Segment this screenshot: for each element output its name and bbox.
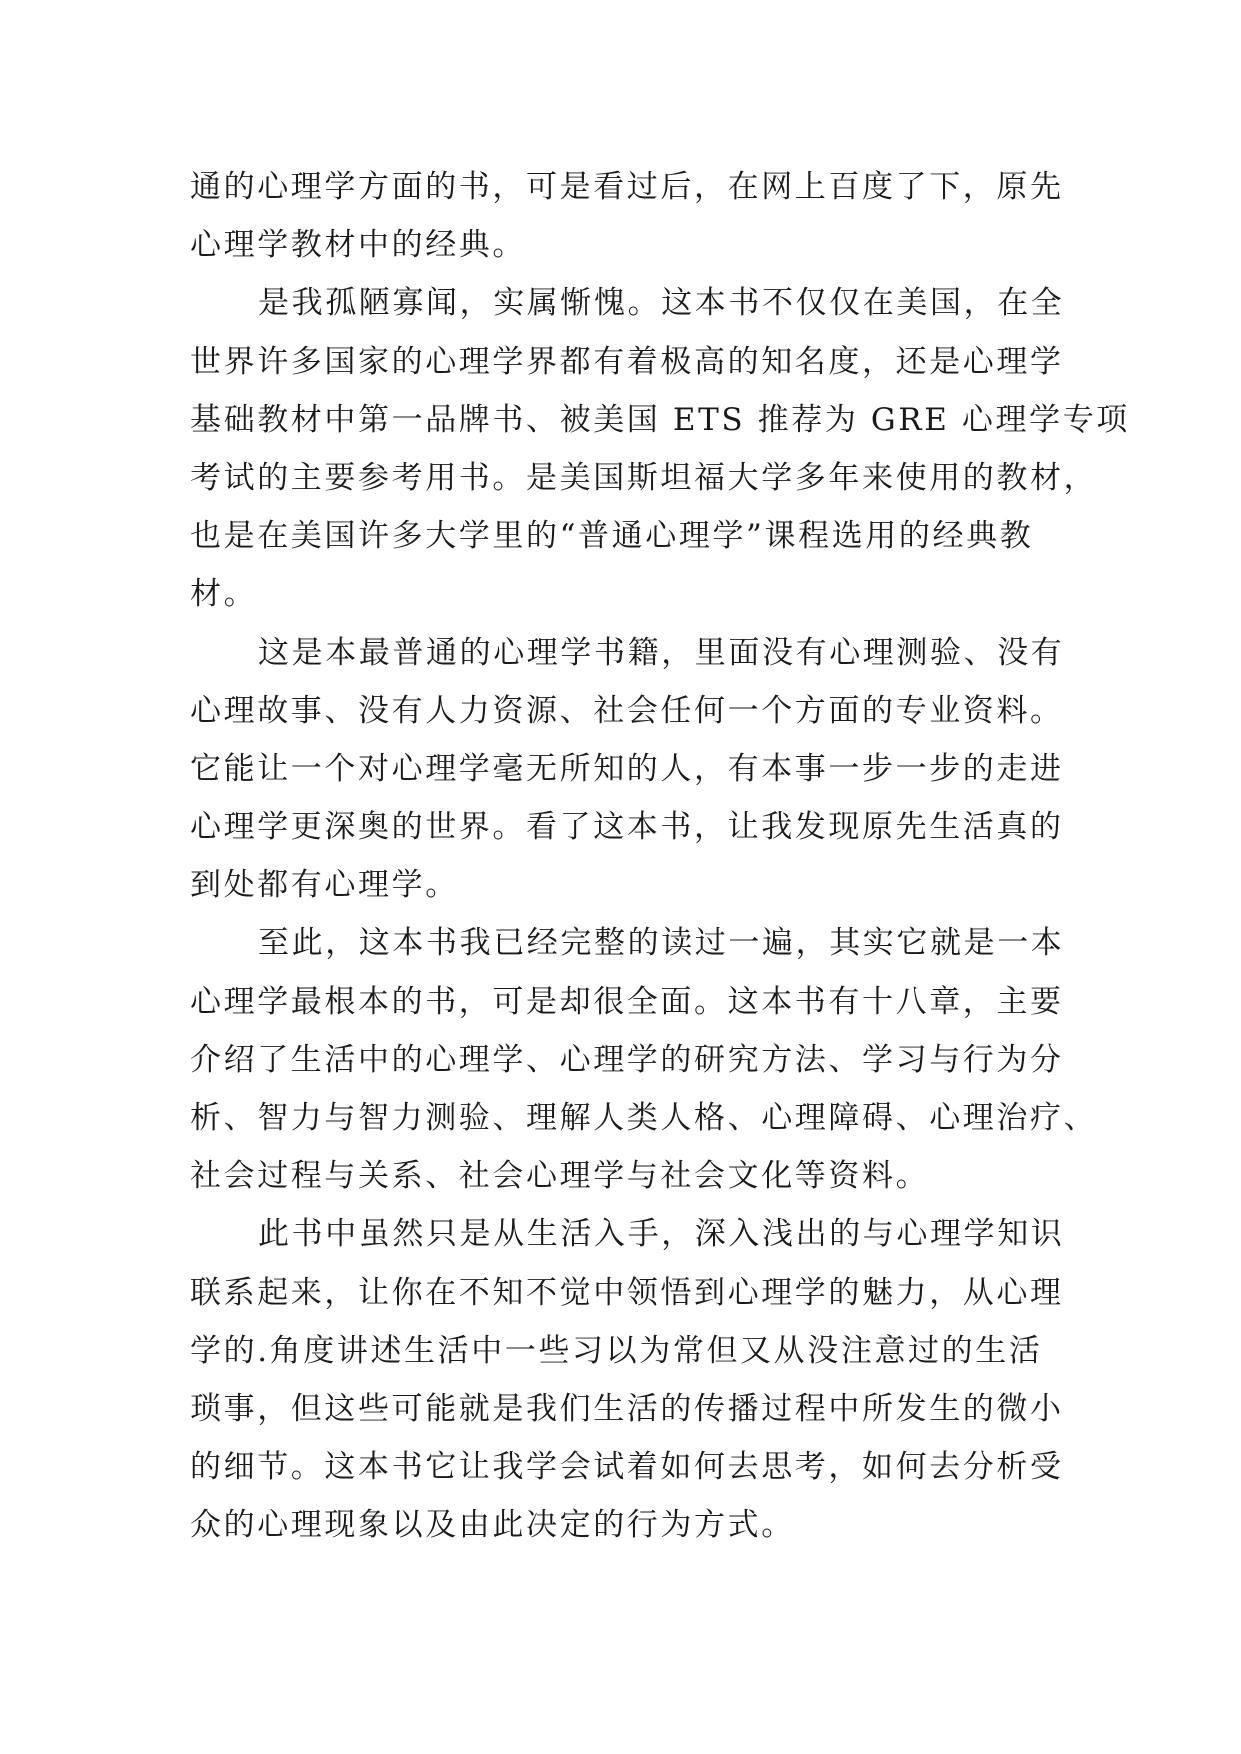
text-line: 也是在美国许多大学里的“普通心理学”课程选用的经典教 xyxy=(190,518,1034,555)
document-body xyxy=(190,158,1130,1555)
text-line: 考试的主要参考用书。是美国斯坦福大学多年来使用的教材， xyxy=(190,459,1098,496)
text-line: 通的心理学方面的书，可是看过后，在网上百度了下，原先 xyxy=(190,169,1064,205)
text-line: 社会过程与关系、社会心理学与社会文化等资料。 xyxy=(190,1158,930,1195)
text-line: 学的.角度讲述生活中一些习以为常但又从没注意过的生活 xyxy=(190,1332,1043,1369)
text-line: 心理学更深奥的世界。看了这本书，让我发现原先生活真的 xyxy=(190,809,1064,846)
text-line: 琐事，但这些可能就是我们生活的传播过程中所发生的微小 xyxy=(190,1390,1064,1427)
text-line: 介绍了生活中的心理学、心理学的研究方法、学习与行为分 xyxy=(190,1041,1064,1078)
text-line: 基础教材中第一品牌书、被美国 ETS 推荐为 GRE 心理学专项 xyxy=(190,401,1130,438)
text-line: 心理学教材中的经典。 xyxy=(190,227,526,264)
text-line: 的细节。这本书它让我学会试着如何去思考，如何去分析受 xyxy=(190,1449,1064,1486)
text-line: 析、智力与智力测验、理解人类人格、心理障碍、心理治疗、 xyxy=(190,1100,1098,1136)
text-line: 世界许多国家的心理学界都有着极高的知名度，还是心理学 xyxy=(190,343,1064,380)
text-line: 到处都有心理学。 xyxy=(190,867,459,904)
text-line: 心理故事、没有人力资源、社会任何一个方面的专业资料。 xyxy=(190,692,1064,729)
paragraph-start-line: 此书中虽然只是从生活入手，深入浅出的与心理学知识 xyxy=(258,1216,1065,1253)
paragraph-start-line: 这是本最普通的心理学书籍，里面没有心理测验、没有 xyxy=(258,634,1065,671)
text-line: 众的心理现象以及由此决定的行为方式。 xyxy=(190,1507,795,1544)
text-line: 心理学最根本的书，可是却很全面。这本书有十八章，主要 xyxy=(190,983,1064,1020)
paragraph-start-line: 是我孤陋寡闻，实属惭愧。这本书不仅仅在美国，在全 xyxy=(258,285,1065,322)
paragraph-start-line: 至此，这本书我已经完整的读过一遍，其实它就是一本 xyxy=(258,925,1065,962)
text-line: 联系起来，让你在不知不觉中领悟到心理学的魅力，从心理 xyxy=(190,1274,1064,1311)
text-line: 它能让一个对心理学毫无所知的人，有本事一步一步的走进 xyxy=(190,750,1064,787)
text-line: 材。 xyxy=(190,576,258,613)
